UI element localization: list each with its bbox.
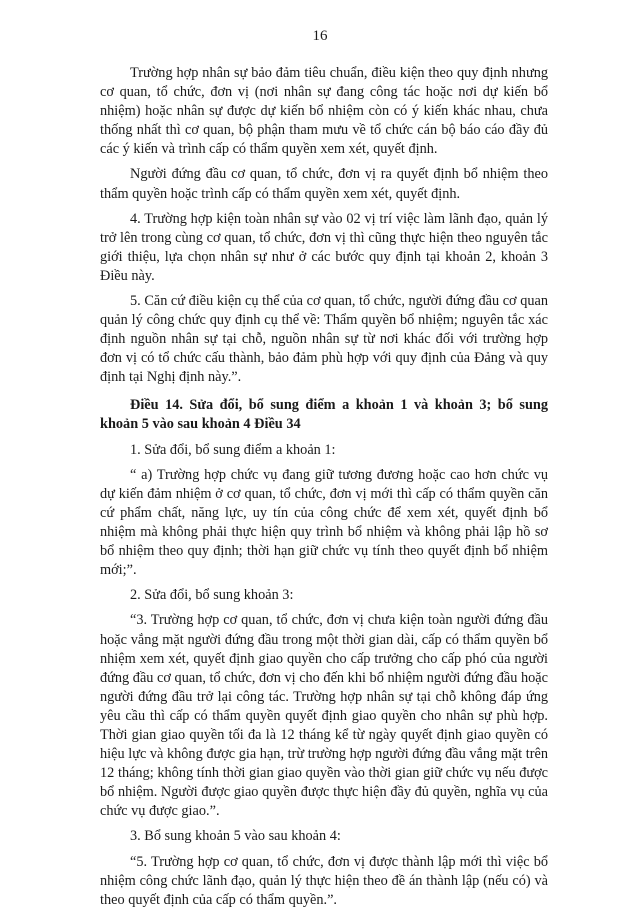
document-body [100, 64, 548, 916]
paragraph: 2. Sửa đổi, bổ sung khoản 3: [130, 587, 294, 604]
paragraph: 4. Trường hợp kiện toàn nhân sự vào 02 vị trí việc làm lãnh đạo, quản lý trở lên trong cùng cơ quan, tổ chức, đơn vị thì cũng thực hiện theo nguyên tắc giới thiệu, lựa chọn nhân sự như ở các bước quy định tại khoản 2, khoản 3 Điều này. [100, 210, 548, 284]
paragraph: 1. Sửa đổi, bổ sung điểm a khoản 1: [130, 441, 336, 458]
article-heading: Điều 14. Sửa đổi, bổ sung điểm a khoản 1 và khoản 3; bổ sung khoản 5 vào sau khoản 4 Điều 34 [100, 396, 548, 432]
paragraph: Trường hợp nhân sự bảo đảm tiêu chuẩn, điều kiện theo quy định nhưng cơ quan, tổ chức, đơn vị (nơi nhân sự đang công tác hoặc nơi dự kiến bổ nhiệm) hoặc nhân sự được dự kiến bổ nhiệm còn có ý kiến khác nhau, chưa thống nhất thì cơ quan, bộ phận tham mưu về tổ chức cán bộ báo cáo đầy đủ các ý kiến và trình cấp có thẩm quyền xem xét, quyết định. [100, 65, 548, 158]
page-number: 16 [312, 28, 328, 44]
paragraph: 5. Căn cứ điều kiện cụ thể của cơ quan, tổ chức, người đứng đầu cơ quan quản lý công chức quy định cụ thể về: Thẩm quyền bổ nhiệm; nguyên tắc xác định nguồn nhân sự tại chỗ, nguồn nhân sự từ nơi khác đối với trường hợp đơn vị có tổ chức cấu thành, bảo đảm phù hợp với quy định của Đảng và quy định tại Nghị định này.”. [100, 293, 548, 386]
paragraph: Người đứng đầu cơ quan, tổ chức, đơn vị ra quyết định bổ nhiệm theo thẩm quyền hoặc trình cấp có thẩm quyền xem xét, quyết định. [100, 166, 548, 202]
paragraph: “3. Trường hợp cơ quan, tổ chức, đơn vị chưa kiện toàn người đứng đầu hoặc vắng mặt người đứng đầu trong một thời gian dài, cấp có thẩm quyền bổ nhiệm xem xét, quyết định giao quyền cho cấp trưởng cho cấp phó của người đứng đầu cơ quan, tổ chức, đơn vị cho đến khi bổ nhiệm người đứng đầu hoặc người đứng đầu trở lại công tác. Trường hợp nhân sự tại chỗ không đáp ứng yêu cầu thì cấp có thẩm quyền quyết định giao quyền cho nhân sự phù hợp. Thời gian giao quyền tối đa là 12 tháng kể từ ngày quyết định giao quyền có hiệu lực và không được gia hạn, trừ trường hợp người đứng đầu vắng mặt trên 12 tháng; không tính thời gian giao quyền vào thời gian giữ chức vụ nếu được bổ nhiệm. Người được giao quyền được thực hiện đầy đủ quyền, nghĩa vụ của chức vụ được giao.”. [100, 612, 548, 820]
paragraph: 3. Bổ sung khoản 5 vào sau khoản 4: [130, 828, 341, 845]
paragraph: “5. Trường hợp cơ quan, tổ chức, đơn vị được thành lập mới thì việc bổ nhiệm công chức lãnh đạo, quản lý thực hiện theo đề án thành lập (nếu có) và theo quyết định của cấp có thẩm quyền.”. [100, 853, 548, 908]
paragraph: “ a) Trường hợp chức vụ đang giữ tương đương hoặc cao hơn chức vụ dự kiến đảm nhiệm ở cơ quan, tổ chức, đơn vị mới thì cấp có thẩm quyền căn cứ phẩm chất, năng lực, uy tín của công chức để xem xét, quyết định bổ nhiệm mà không phải thực hiện quy trình bổ nhiệm và không phải lập hồ sơ bổ nhiệm theo quy định; thời hạn giữ chức vụ tính theo quyết định bổ nhiệm mới;”. [100, 466, 548, 579]
